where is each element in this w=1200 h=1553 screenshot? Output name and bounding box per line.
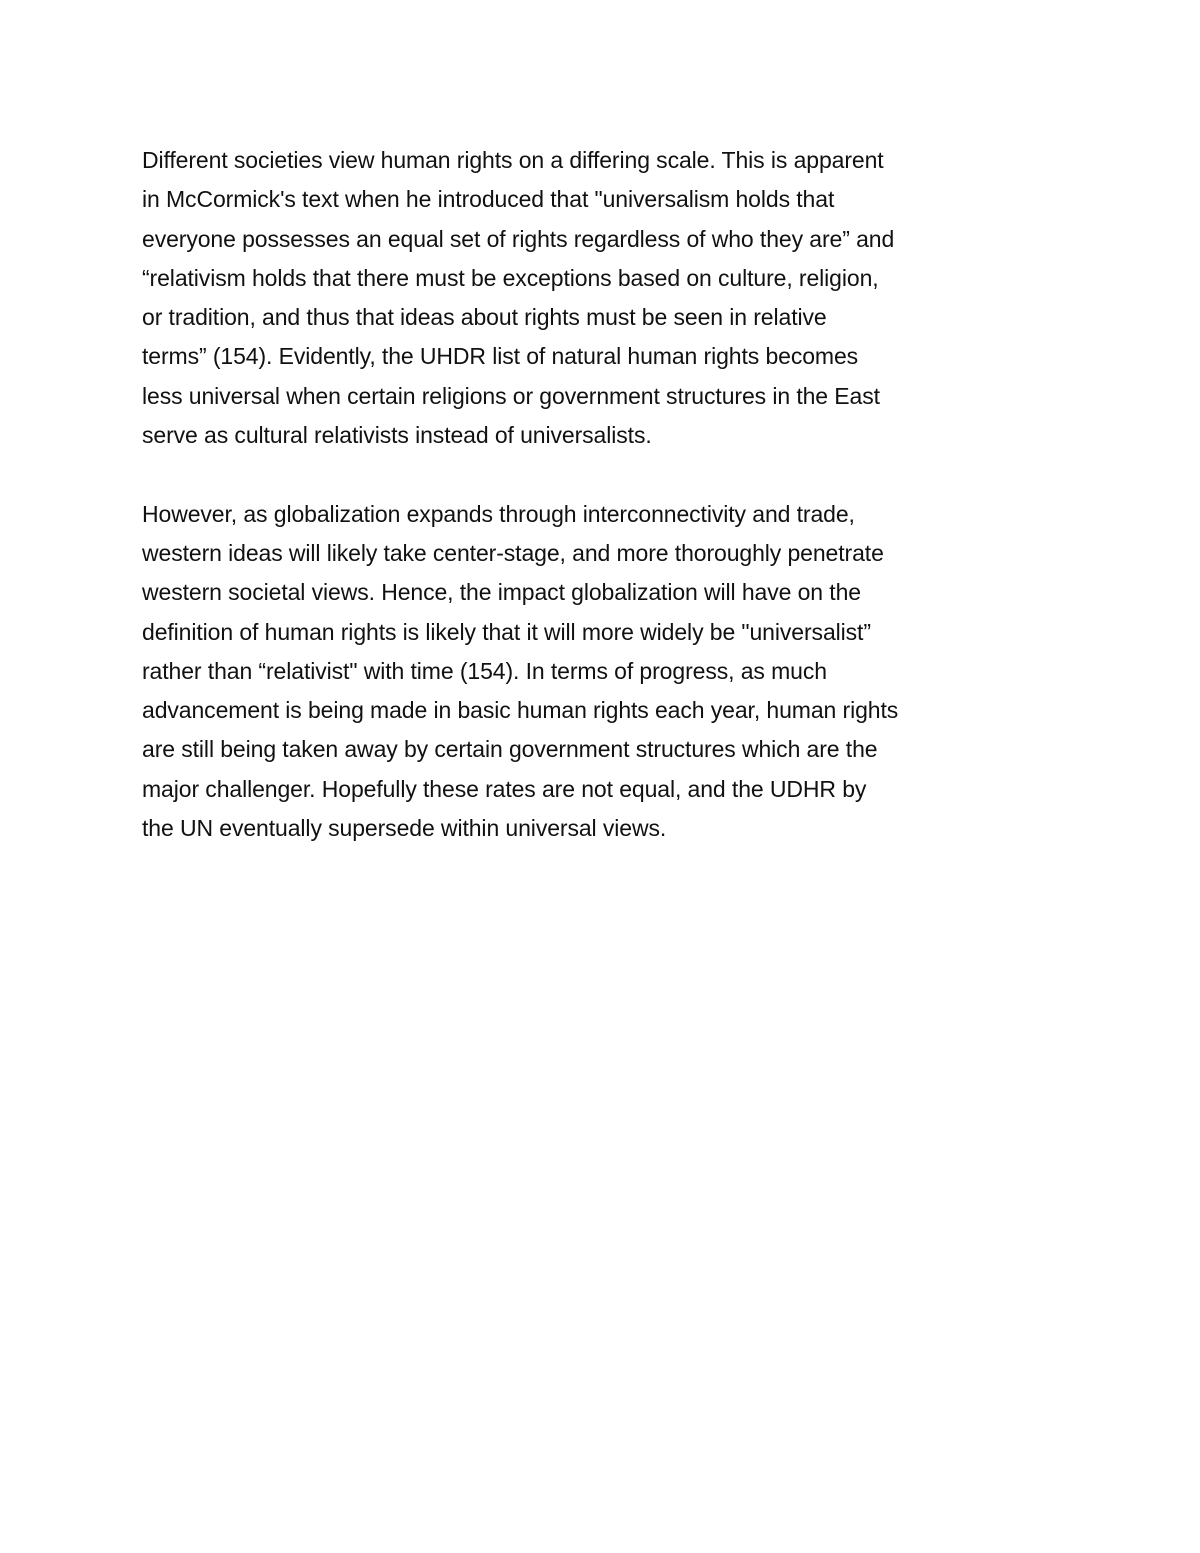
text-line: advancement is being made in basic human rights each year, human rights bbox=[142, 697, 899, 724]
text-line: in McCormick's text when he introduced that "universalism holds that bbox=[142, 186, 835, 213]
document-body bbox=[142, 141, 1062, 848]
text-line: definition of human rights is likely that it will more widely be "universalist” bbox=[142, 618, 871, 645]
text-line: rather than “relativist" with time (154). In terms of progress, as much bbox=[142, 657, 827, 684]
text-line: major challenger. Hopefully these rates are not equal, and the UDHR by bbox=[142, 775, 867, 802]
text-line: are still being taken away by certain government structures which are the bbox=[142, 736, 878, 763]
text-line: western ideas will likely take center-stage, and more thoroughly penetrate bbox=[142, 539, 884, 566]
text-line: However, as globalization expands through interconnectivity and trade, bbox=[142, 500, 855, 527]
text-line: less universal when certain religions or government structures in the East bbox=[142, 382, 880, 409]
text-line: serve as cultural relativists instead of universalists. bbox=[142, 422, 652, 449]
text-line: terms” (154). Evidently, the UHDR list of natural human rights becomes bbox=[142, 343, 859, 370]
text-line: or tradition, and thus that ideas about rights must be seen in relative bbox=[142, 304, 827, 331]
text-line: everyone possesses an equal set of rights regardless of who they are” and bbox=[142, 225, 895, 252]
text-line: “relativism holds that there must be exceptions based on culture, religion, bbox=[142, 264, 879, 291]
text-line: the UN eventually supersede within universal views. bbox=[142, 815, 667, 842]
paragraph-2 bbox=[142, 495, 1062, 849]
text-line: western societal views. Hence, the impact globalization will have on the bbox=[142, 579, 861, 606]
paragraph-1 bbox=[142, 141, 1062, 455]
text-line: Different societies view human rights on a differing scale. This is apparent bbox=[142, 147, 884, 173]
